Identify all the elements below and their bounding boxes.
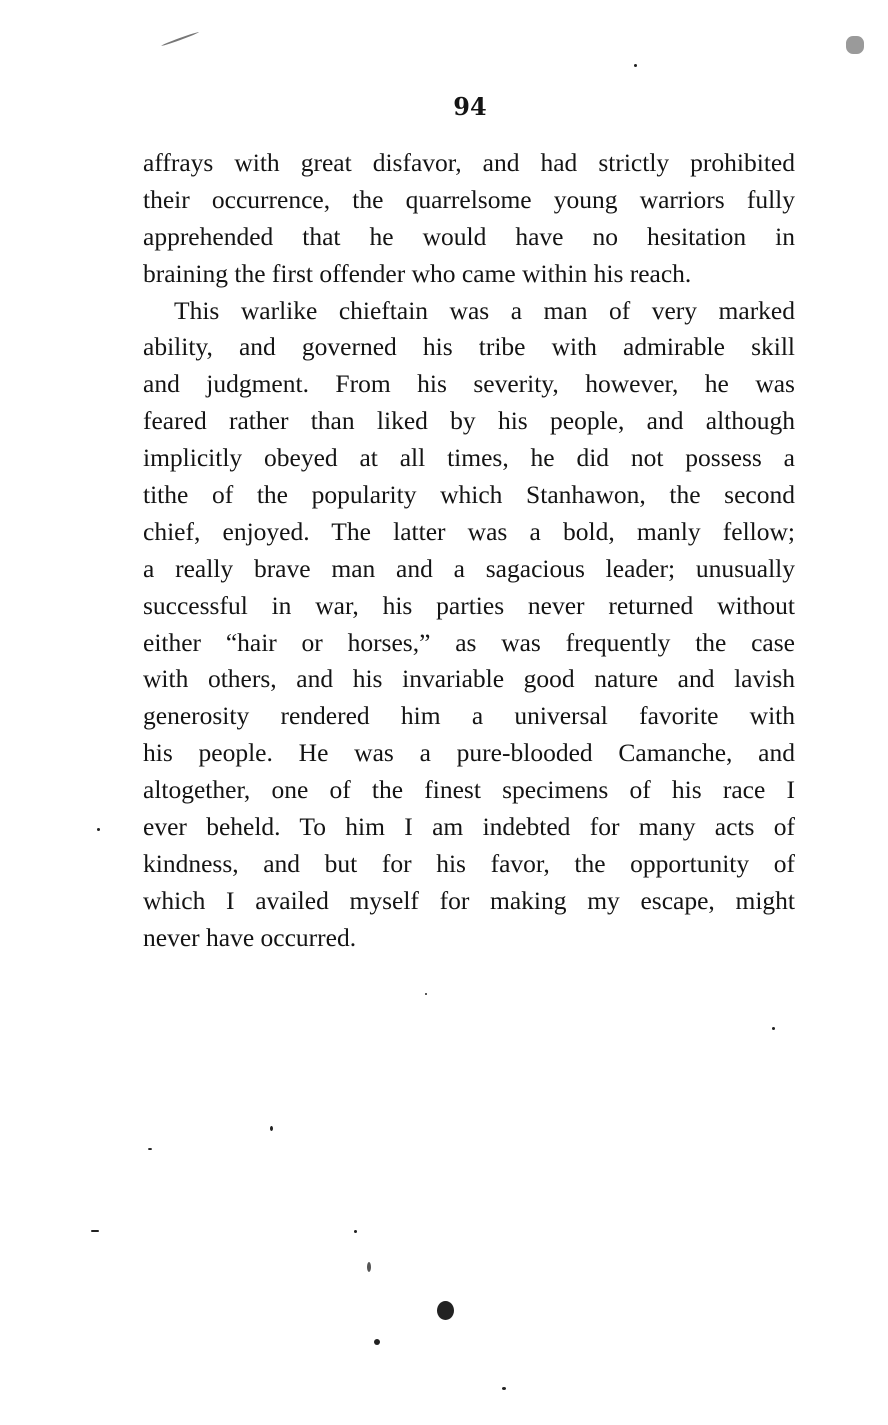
text-line: ability, and governed his tribe with admirable skill	[143, 332, 795, 362]
page-number: 94	[453, 92, 487, 121]
text-line: tithe of the popularity which Stanhawon, the second	[143, 480, 795, 510]
text-line: ever beheld. To him I am indebted for many acts of	[143, 812, 795, 842]
scan-speck	[367, 1262, 371, 1272]
text-line: generosity rendered him a universal favorite with	[143, 701, 795, 731]
scan-speck	[97, 828, 100, 831]
scan-speck	[772, 1027, 775, 1030]
scan-speck	[270, 1126, 273, 1131]
text-line: feared rather than liked by his people, and although	[143, 406, 795, 436]
text-line: his people. He was a pure-blooded Camanche, and	[143, 738, 795, 768]
text-line: This warlike chieftain was a man of very marked	[174, 295, 795, 325]
text-line: successful in war, his parties never returned without	[143, 590, 795, 620]
text-line: with others, and his invariable good nature and lavish	[143, 664, 795, 694]
text-line: their occurrence, the quarrelsome young warriors fully	[143, 184, 795, 214]
scan-speck	[161, 31, 199, 47]
text-line: never have occurred.	[143, 922, 357, 952]
scan-speck	[425, 993, 427, 995]
scan-speck	[634, 64, 637, 67]
text-line: affrays with great disfavor, and had strictly prohibited	[143, 148, 795, 177]
text-line: either “hair or horses,” as was frequently the case	[143, 627, 795, 657]
text-line: and judgment. From his severity, however, he was	[143, 369, 795, 399]
scan-speck	[354, 1230, 357, 1233]
scan-speck	[91, 1230, 99, 1232]
scan-speck	[437, 1301, 454, 1320]
text-line: a really brave man and a sagacious leader; unusually	[143, 553, 795, 583]
scan-speck	[374, 1339, 380, 1345]
scan-speck	[846, 36, 864, 54]
body-text	[143, 145, 795, 957]
scan-speck	[502, 1387, 506, 1390]
text-line: altogether, one of the finest specimens of his race I	[143, 775, 795, 805]
scan-speck	[148, 1148, 152, 1150]
text-line: implicitly obeyed at all times, he did not possess a	[143, 443, 795, 473]
text-line: kindness, and but for his favor, the opportunity of	[143, 848, 795, 878]
text-line: chief, enjoyed. The latter was a bold, manly fellow;	[143, 516, 795, 546]
text-line: which I availed myself for making my escape, might	[143, 885, 795, 915]
text-line: apprehended that he would have no hesitation in	[143, 221, 795, 251]
text-line: braining the first offender who came within his reach.	[143, 258, 692, 288]
